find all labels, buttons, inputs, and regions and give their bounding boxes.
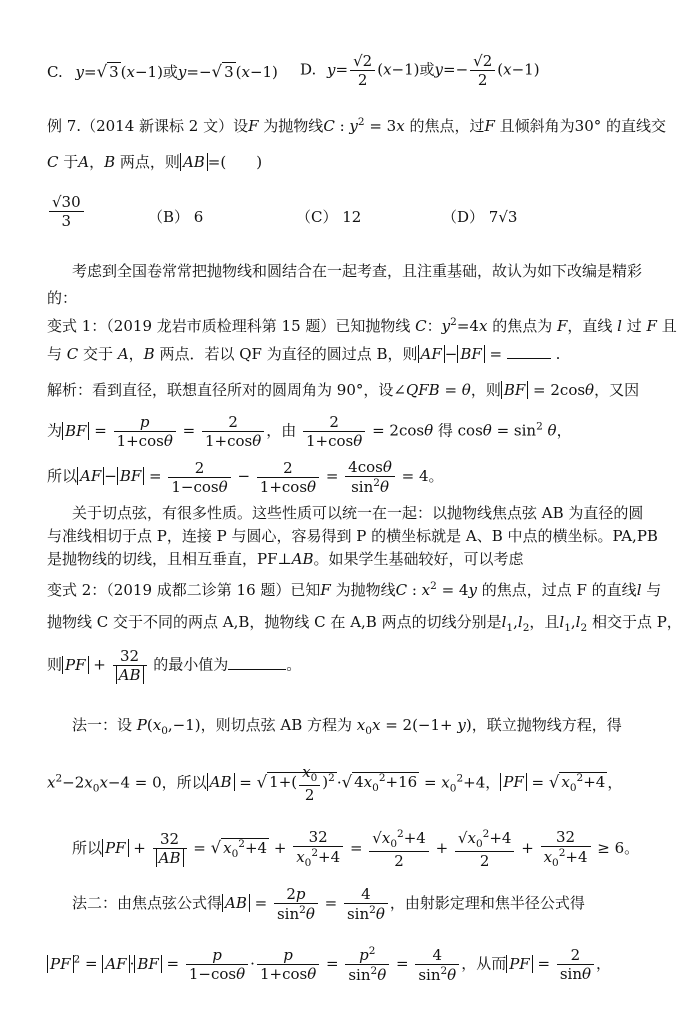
option-a-value: $\frac{√30}{3}$ xyxy=(49,193,84,230)
variant1-line1: 变式 1：（2019 龙岩市质检理科第 15 题）已知抛物线 C：$y^2=4x$ 的焦点为 F，直线 l 过 F 且 xyxy=(47,316,677,335)
variant1-line2: 与 C 交于 A，B 两点．若以 QF 为直径的圆过点 B，则 AF − BF = . xyxy=(47,345,561,363)
option-d-label: D. xyxy=(300,60,317,79)
option-c: C. y=√ 3 (x−1)或y=−√ 3 (x−1) xyxy=(47,62,278,81)
variant2-line3: 则 PF + $\frac{32}{AB}$ 的最小值为 。 xyxy=(47,647,302,684)
option-c2: （C） 12 xyxy=(296,208,362,226)
method1-line3: 所以 PF + $\frac{32}{AB}$ = √ $x_0^2+4$ + $\frac{32}{x_0^2+4}$ = $\frac{√x_0^2+4}{2}$ + $\frac{√x_0^2+4}{2}$ + $\frac{32}{x_0^2+4}$ ≥ 6。 xyxy=(72,828,640,870)
example7-options xyxy=(47,193,86,230)
method1-line2: $x^2-2x_0x-4 = 0$，所以 AB = √ 1+( $\frac{x_0}{2}$ )$^2$ ·√ $4x_0^2+16 = x_0^2+4$， PF = √ $x_0^2+4$ ， xyxy=(47,763,623,804)
variant2-line1: 变式 2：（2019 成都二诊第 16 题）已知F 为抛物线C : $x^2 = 4y$ 的焦点，过点 F 的直线l 与 xyxy=(47,580,662,599)
analysis-line3: 所以 AF − BF = $\frac{2}{1-\cos\theta}$ − $\frac{2}{1+\cos\theta}$ = $\frac{4\cos\theta}{\sin^2\theta}$ = 4。 xyxy=(47,458,444,496)
option-c-label: C. xyxy=(47,63,63,81)
example7-line1: 例 7.（2014 新课标 2 文）设F 为抛物线C : $y^2 = 3x$ 的焦点，过F 且倾斜角为30° 的直线交 xyxy=(47,116,667,135)
analysis-line1: 解析：看到直径，联想直径所对的圆周角为 90°，设∠QFB = θ，则 BF = 2cosθ，又因 xyxy=(47,381,640,399)
commentary-line1: 考虑到全国卷常常把抛物线和圆结合在一起考查，且注重基础，故认为如下改编是精彩 xyxy=(72,262,643,280)
commentary-line2: 的： xyxy=(47,289,78,307)
option-d2: （D） 7√3 xyxy=(442,208,518,226)
variant2-answer-blank xyxy=(228,669,286,670)
option-b: （B） 6 xyxy=(148,208,204,226)
example7-line2: C 于A，B 两点，则 AB =( ) xyxy=(47,153,263,171)
method2-line1: 法二：由焦点弦公式得 AB = $\frac{2p}{\sin^2\theta}$ = $\frac{4}{\sin^2\theta}$ ，由射影定理和焦半径公式得 xyxy=(72,885,585,923)
variant1-answer-blank xyxy=(507,358,551,359)
method1-line1: 法一：设 $P(x_0,-1)$，则切点弦 AB 方程为 $x_0x = 2(-1+ y)$，联立抛物线方程，得 xyxy=(72,716,622,737)
option-d: D. y= $\frac{√2}{2}$ (x−1)或y=− $\frac{√2}{2}$ (x−1) xyxy=(300,52,540,89)
method2-line2: PF $^2$ = AF · BF = $\frac{p}{1-\cos\theta}$ · $\frac{p}{1+\cos\theta}$ = $\frac{p^2}{\sin^2\theta}$ = $\frac{4}{\sin^2\theta}$ ，从而 PF = $\frac{2}{\sin\theta}$ ， xyxy=(47,945,611,984)
analysis-line2: 为 BF = $\frac{p}{1+\cos\theta}$ = $\frac{2}{1+\cos\theta}$ ，由 $\frac{2}{1+\cos\theta}$ = 2cosθ 得 $\cos\theta = \sin^2 \theta$， xyxy=(47,413,572,450)
variant2-line2: 抛物线 C 交于不同的两点 A,B，抛物线 C 在 A,B 两点的切线分别是$l_1,l_2$，且$l_1,l_2$ 相交于点 P， xyxy=(47,613,682,634)
tangent-line1: 关于切点弦，有很多性质。这些性质可以统一在一起：以抛物线焦点弦 AB 为直径的圆 xyxy=(72,504,644,522)
tangent-line3: 是抛物线的切线，且相互垂直，PF⊥AB。如果学生基础较好，可以考虑 xyxy=(47,550,524,568)
tangent-line2: 与准线相切于点 P，连接 P 与圆心，容易得到 P 的横坐标就是 A、B 中点的横坐标。PA,PB xyxy=(47,527,658,545)
